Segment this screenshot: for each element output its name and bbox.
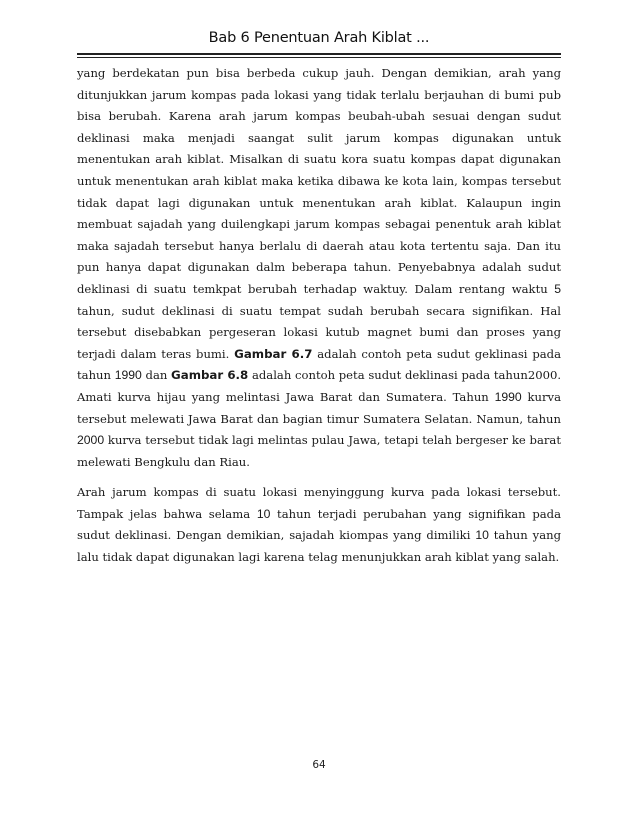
text-segment: adalah contoh peta sudut geklinasi pada tahun xyxy=(77,346,561,383)
text-segment: yang berdekatan pun bisa berbeda cukup jauh. Dengan demikian, arah yang ditunjukkan jarum kompas pada lokasi yang tidak terlalu berjauhan di bumi pub bisa berubah. Karena arah jarum kompas beubah-ubah sesuai dengan sudut deklinasi maka menjadi saangat sulit jarum kompas digunakan untuk menentukan arah kiblat. Misalkan di suatu kora suatu kompas dapat digunakan untuk menentukan arah kiblat maka ketika dibawa ke kota lain, kompas tersebut tidak dapat lagi digunakan untuk menentukan arah kiblat. Kalaupun ingin membuat sajadah yang duilengkapi jarum kompas sebagai penentuk arah kiblat maka sajadah tersebut hanya berlalu di daerah atau kota tertentu saja. Dan itu pun hanya dapat digunakan dalm beberapa tahun. Penyebabnya adalah sudut deklinasi di suatu temkpat berubah terhadap waktuy. Dalam rentang waktu xyxy=(77,66,561,296)
text-segment: kurva tersebut melewati Jawa Barat dan bagian timur Sumatera Selatan. Namun, tahun xyxy=(77,389,561,426)
figure-reference-6-7: Gambar 6.7 xyxy=(234,346,313,361)
text-segment: kurva tersebut tidak lagi melintas pulau Jawa, tetapi telah bergeser ke barat melewati Bengkulu dan Riau. xyxy=(77,433,561,469)
number-inline: 10 xyxy=(256,506,271,521)
text-segment: dan xyxy=(141,368,172,383)
number-inline: 1990 xyxy=(114,368,142,383)
text-segment: adalah contoh peta sudut deklinasi pada tahun2000. Amati kurva hijau yang melintasi Jawa Barat dan Sumatera. Tahun xyxy=(77,368,562,404)
page-body xyxy=(77,63,561,569)
paragraph-1 xyxy=(77,63,561,473)
page-number: 64 xyxy=(312,759,326,771)
number-inline: 5 xyxy=(554,281,561,296)
text-segment: tahun terjadi perubahan yang signifikan pada sudut deklinasi. Dengan demikian, sajadah kiompas yang dimiliki xyxy=(77,506,561,543)
text-segment: tahun, sudut deklinasi di suatu tempat sudah berubah secara signifikan. Hal tersebut disebabkan pergeseran lokasi kutub magnet bumi dan proses yang terjadi dalam teras bumi. xyxy=(77,303,561,361)
header-rule-thick xyxy=(77,53,561,55)
number-inline: 1990 xyxy=(494,389,522,404)
header-rule-thin xyxy=(77,57,561,58)
text-segment: tahun yang lalu tidak dapat digunakan lagi karena telag menunjukkan arah kiblat yang salah. xyxy=(77,528,561,565)
paragraph-2 xyxy=(77,482,561,568)
number-inline: 10 xyxy=(475,528,489,543)
number-inline: 2000 xyxy=(77,433,105,448)
figure-reference-6-8: Gambar 6.8 xyxy=(171,368,249,383)
running-header: Bab 6 Penentuan Arah Kiblat ... xyxy=(208,30,430,46)
text-segment: Arah jarum kompas di suatu lokasi menyinggung kurva pada lokasi tersebut. Tampak jelas bahwa selama xyxy=(77,485,561,521)
